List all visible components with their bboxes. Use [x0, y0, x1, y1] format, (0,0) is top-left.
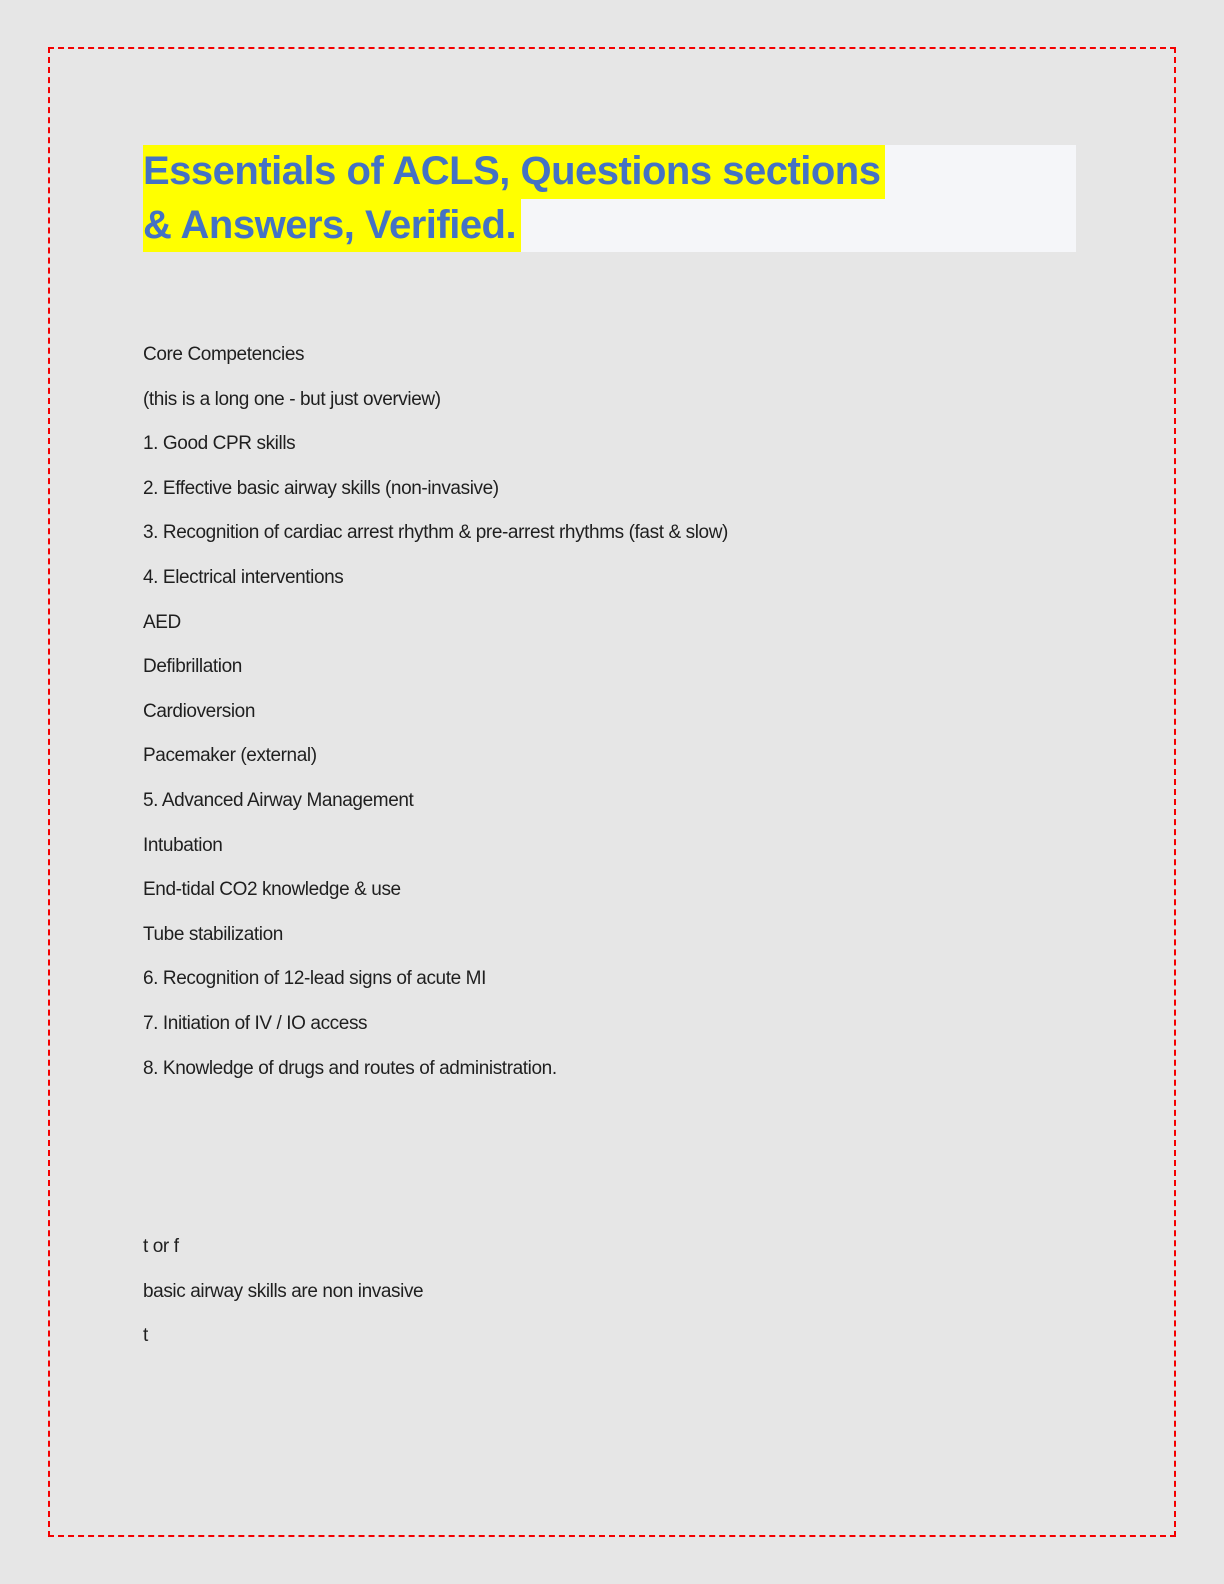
- paragraph-line: 2. Effective basic airway skills (non-invasive): [143, 477, 499, 499]
- paragraph-line: 8. Knowledge of drugs and routes of administration.: [143, 1057, 557, 1079]
- title-line-2-highlighted-text: & Answers, Verified.: [143, 199, 521, 253]
- paragraph-line: Cardioversion: [143, 700, 256, 722]
- paragraph-line: t: [143, 1325, 148, 1347]
- paragraph-line: AED: [143, 611, 181, 633]
- paragraph-line: t or f: [143, 1236, 179, 1258]
- paragraph-line: Tube stabilization: [143, 923, 283, 945]
- paragraph-line: Core Competencies: [143, 344, 305, 365]
- paragraph-line: 3. Recognition of cardiac arrest rhythm & pre-arrest rhythms (fast & slow): [143, 522, 728, 544]
- title-line-1-highlighted-text: Essentials of ACLS, Questions sections: [143, 145, 885, 199]
- paragraph-line: basic airway skills are non invasive: [143, 1280, 424, 1302]
- question-answer-section: [143, 1237, 1103, 1346]
- paragraph-line: 6. Recognition of 12-lead signs of acute MI: [143, 968, 486, 990]
- paragraph-line: End-tidal CO2 knowledge & use: [143, 879, 401, 901]
- paragraph-line: (this is a long one - but just overview): [143, 388, 441, 410]
- paragraph-line: 7. Initiation of IV / IO access: [143, 1012, 368, 1034]
- paragraph-line: Pacemaker (external): [143, 745, 317, 767]
- document-body: [143, 345, 1103, 1371]
- paragraph-line: 5. Advanced Airway Management: [143, 789, 414, 811]
- title-line-1: [143, 145, 1076, 199]
- paragraph-line: Defibrillation: [143, 656, 242, 678]
- paragraph-line: 4. Electrical interventions: [143, 566, 344, 588]
- document-title-block: [143, 145, 1076, 252]
- paragraph-line: 1. Good CPR skills: [143, 433, 296, 455]
- title-line-2: [143, 199, 1076, 253]
- core-competencies-section: [143, 345, 1103, 1079]
- paragraph-line: Intubation: [143, 834, 223, 856]
- section-gap: [143, 1103, 1103, 1237]
